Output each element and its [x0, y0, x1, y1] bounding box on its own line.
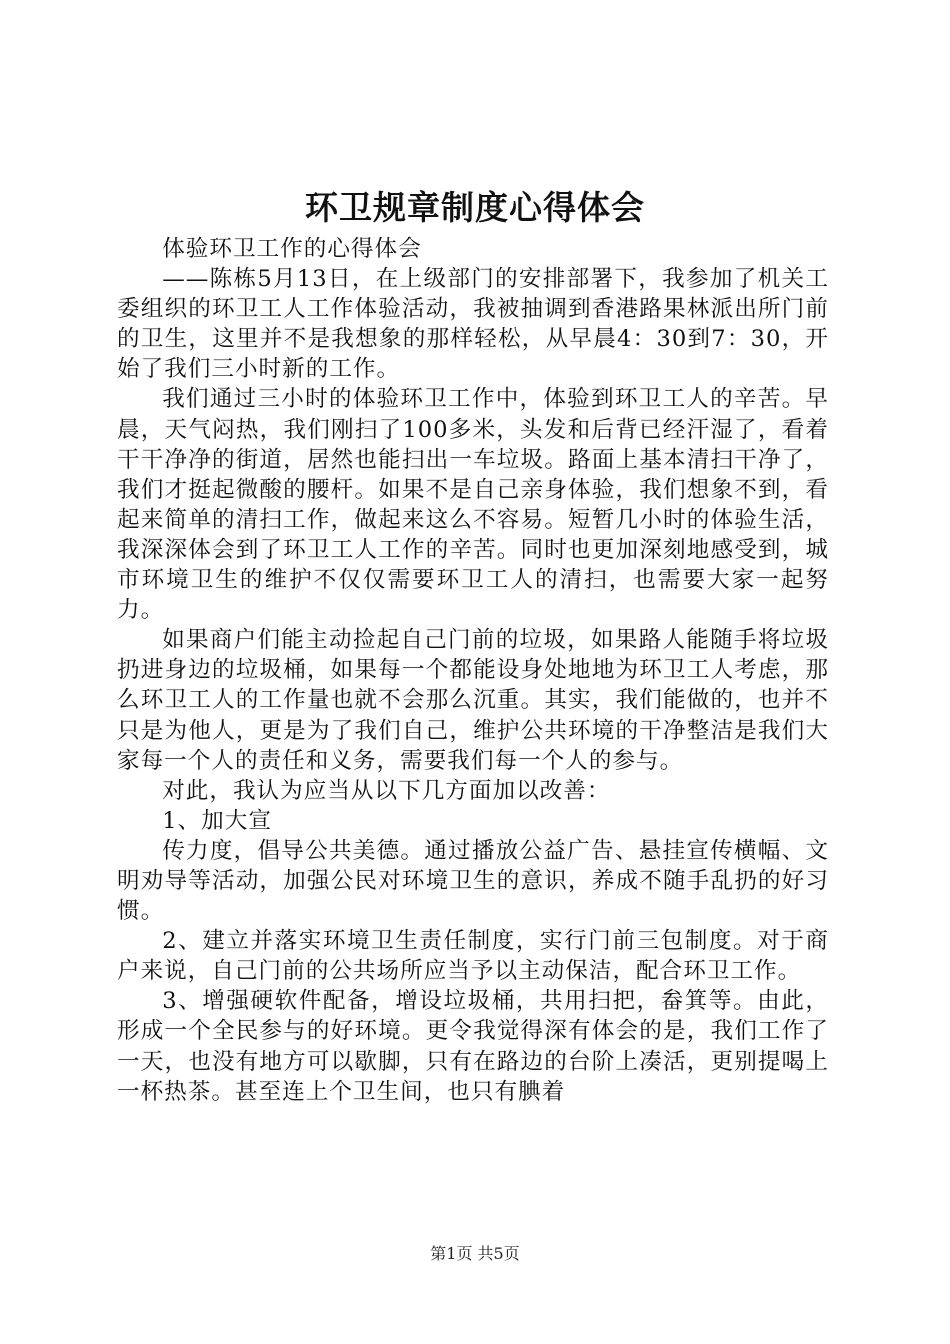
document-title: 环卫规章制度心得体会	[305, 188, 645, 227]
paragraph-reflection: 如果商户们能主动捡起自己门前的垃圾，如果路人能随手将垃圾扔进身边的垃圾桶，如果每一个都能设身处地地为环卫工人考虑，那么环卫工人的工作量也就不会那么沉重。其实，我们能做的，也并不只是为他人，更是为了我们自己，维护公共环境的干净整洁是我们大家每一个人的责任和义务，需要我们每一个人的参与。	[117, 627, 829, 774]
page-number-footer: 第1页 共5页	[430, 1244, 520, 1263]
document-body	[117, 234, 829, 1107]
paragraph-experience: 我们通过三小时的体验环卫工作中，体验到环卫工人的辛苦。早晨，天气闷热，我们刚扫了100多米，头发和后背已经汗湿了，看着干干净净的街道，居然也能扫出一车垃圾。路面上基本清扫干净了，我们才挺起微酸的腰杆。如果不是自己亲身体验，我们想象不到，看起来简单的清扫工作，做起来这么不容易。短暂几小时的体验生活，我深深体会到了环卫工人工作的辛苦。同时也更加深刻地感受到，城市环境卫生的维护不仅仅需要环卫工人的清扫，也需要大家一起努力。	[117, 386, 829, 624]
paragraph-item-2: 2、建立并落实环境卫生责任制度，实行门前三包制度。对于商户来说，自己门前的公共场所应当予以主动保洁，配合环卫工作。	[117, 928, 829, 985]
paragraph-item-3: 3、增强硬软件配备，增设垃圾桶，共用扫把，畚箕等。由此，形成一个全民参与的好环境。更令我觉得深有体会的是，我们工作了一天，也没有地方可以歇脚，只有在路边的台阶上凑活，更别提喝上一杯热茶。甚至连上个卫生间，也只有腆着	[117, 988, 829, 1105]
paragraph-intro: ——陈栋5月13日，在上级部门的安排部署下，我参加了机关工委组织的环卫工人工作体验活动，我被抽调到香港路果林派出所门前的卫生，这里并不是我想象的那样轻松，从早晨4：30到7：30，开始了我们三小时新的工作。	[117, 266, 829, 383]
paragraph-subtitle: 体验环卫工作的心得体会	[162, 236, 422, 262]
paragraph-item-1-body: 传力度，倡导公共美德。通过播放公益广告、悬挂宣传横幅、文明劝导等活动，加强公民对环境卫生的意识，养成不随手乱扔的好习惯。	[117, 837, 829, 925]
paragraph-improvement-intro: 对此，我认为应当从以下几方面加以改善：	[162, 777, 611, 804]
paragraph-item-1-heading: 1、加大宣	[162, 807, 272, 834]
